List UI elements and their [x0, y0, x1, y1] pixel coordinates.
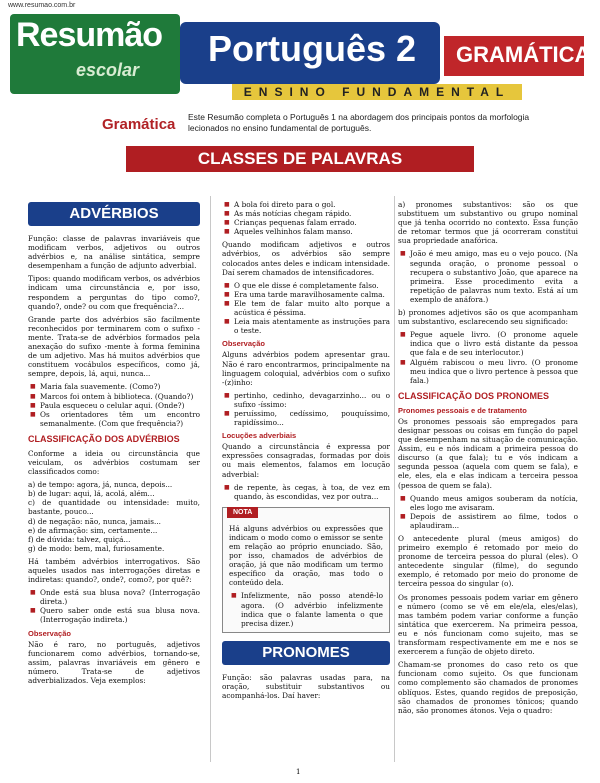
paragraph: Chamam-se pronomes do caso reto os que funcionam como sujeito. Os que funcionam como complemento são chamados de pronomes oblíquos. Estes, quando regidos de preposição, são chamados de pronomes tônicos; quando não, são pronomes átonos. Veja o quadro:: [398, 660, 578, 715]
paragraph: b) pronomes adjetivos são os que acompanham um substantivo, esclarecendo seu significado:: [398, 308, 578, 327]
intro-label: Gramática: [102, 116, 176, 133]
list-item: b) de lugar: aqui, lá, acolá, além...: [28, 489, 155, 499]
list-item: e) de afirmação: sim, certamente...: [28, 525, 158, 535]
subheading: CLASSIFICAÇÃO DOS ADVÉRBIOS: [28, 433, 180, 444]
example-list: [229, 591, 383, 627]
list-item: ■ peruíssimo, cedíssimo, pouquíssimo, rapidíssimo...: [234, 409, 390, 427]
list-item: ■ Leia mais atentamente as instruções para o teste.: [234, 317, 390, 335]
example-list: [28, 588, 200, 624]
resumao-logo: [10, 14, 180, 94]
example-list: [398, 330, 578, 385]
list-item: f) de dúvida: talvez, quiçá...: [28, 534, 131, 544]
list-item: ■ Maria fala suavemente. (Como?): [40, 382, 200, 391]
list-item: ■ Quando meus amigos souberam da notícia, eles logo me avisaram.: [410, 494, 578, 512]
example-list: [398, 494, 578, 530]
subheading-small: Pronomes pessoais e de tratamento: [398, 405, 527, 415]
site-url: www.resumao.com.br: [8, 2, 76, 9]
logo-main: Resumão: [16, 16, 163, 54]
column-1: [28, 200, 200, 689]
logo-sub: escolar: [76, 60, 140, 80]
list-item: ■ Aqueles velhinhos falam manso.: [234, 227, 390, 236]
paragraph: Tipos: quando modificam verbos, os advérbios indicam uma circunstância e, por isso, respondem a perguntas do tipo como?, quando?, onde? ou com que frequência?...: [28, 274, 200, 311]
list-item: ■ pertinho, cedinho, devagarzinho... ou o sufixo -íssimo:: [234, 391, 390, 409]
category-label: GRAMÁTICA: [456, 42, 591, 67]
paragraph: a) pronomes substantivos: são os que substituem um substantivo ou grupo nominal que já tenha ocorrido no contexto. Essa função de retomar termos que já ocorreram constitui sua propriedade anafórica.: [398, 200, 578, 246]
observation-label: Observação: [222, 339, 265, 349]
list-item: ■ Os orientadores têm um encontro semanalmente. (Com que frequência?): [40, 410, 200, 428]
column-divider: [210, 196, 211, 762]
list-item: ■ Onde está sua blusa nova? (Interrogação direta.): [40, 588, 200, 606]
list-item: ■ Depois de assistirem ao filme, todos o aplaudiram...: [410, 512, 578, 530]
list-item: a) de tempo: agora, já, nunca, depois...: [28, 480, 173, 490]
list-item: ■ Infelizmente, não posso atendê-lo agora. (O advérbio infelizmente indica que o falante lamenta o que precisa dizer.): [241, 591, 383, 627]
example-list: [28, 382, 200, 427]
main-section-title: CLASSES DE PALAVRAS: [126, 146, 474, 172]
example-list: [222, 200, 390, 236]
subheading: CLASSIFICAÇÃO DOS PRONOMES: [398, 390, 550, 401]
paragraph: Não é raro, no português, adjetivos funcionarem como advérbios, tornando-se, assim, palavras invariáveis em gênero e número. Trata-se de adjetivos adverbializados. Veja exemplos:: [28, 639, 200, 686]
note-tag: NOTA: [227, 507, 258, 518]
intro-text: Este Resumão completa o Português 1 na abordagem dos principais pontos da morfologia lecionados no ensino fundamental de português.: [188, 112, 530, 133]
paragraph: Função: são palavras usadas para, na oração, substituir substantivos ou acompanhá-los. Daí haver:: [222, 672, 390, 701]
title-banner: [180, 22, 440, 84]
paragraph: Grande parte dos advérbios são facilmente reconhecidos por terminarem com o sufixo -mente. Trata-se de advérbios formados pela anexação do sufixo -mente à forma feminina de um adjetivo. Mas há muitos advérbios que constituem vocábulos específicos, como já, sempre, depois, lá, aqui, nunca...: [28, 314, 200, 379]
section-pronomes: PRONOMES: [222, 641, 390, 665]
page-title: Português 2: [208, 28, 417, 69]
example-list: [222, 281, 390, 336]
example-list: [222, 483, 390, 501]
list-item: ■ As más notícias chegam rápido.: [234, 209, 390, 218]
column-2: [222, 200, 390, 704]
column-3: [398, 200, 578, 719]
paragraph: Função: classe de palavras invariáveis que modificam verbos, adjetivos ou outros advérbios e, na análise sintática, sempre desempenham a função de adjunto adverbial.: [28, 234, 200, 271]
list-item: ■ Paula esqueceu o celular aqui. (Onde?): [40, 401, 200, 410]
list-item: ■ Alguém rabiscou o meu livro. (O pronome meu indica que o livro pertence à pessoa que fala.): [410, 358, 578, 385]
example-list: [222, 391, 390, 427]
page-number: 1: [296, 768, 301, 776]
locucoes-label: Locuções adverbiais: [222, 431, 297, 441]
paragraph: Quando modificam adjetivos e outros advérbios, os advérbios são sempre colocados antes deles e indicam intensidade. Daí serem chamados de intensificadores.: [222, 240, 390, 277]
list-item: ■ João é meu amigo, mas eu o vejo pouco. (Na segunda oração, o pronome pessoal o recupera o substantivo João, que aparece na primeira. Esse procedimento evita a repetição de palavras num texto. Está aí um exemplo de anáfora.): [410, 249, 578, 304]
list-item: ■ Ele tem de falar muito alto porque a acústica é péssima.: [234, 299, 390, 317]
paragraph: Conforme a ideia ou circunstância que veiculam, os advérbios costumam ser classificados como:: [28, 448, 200, 477]
list-item: ■ A bola foi direto para o gol.: [234, 200, 390, 209]
list-item: ■ Quero saber onde está sua blusa nova. (Interrogação indireta.): [40, 606, 200, 624]
list-item: ■ Era uma tarde maravilhosamente calma.: [234, 290, 390, 299]
list-item: ■ Pegue aquele livro. (O pronome aquele indica que o livro está distante da pessoa que fala e de seu interlocutor.): [410, 330, 578, 357]
classes-list: [28, 480, 200, 553]
list-item: c) de quantidade ou intensidade: muito, bastante, pouco...: [28, 498, 200, 517]
section-adverbios: ADVÉRBIOS: [28, 202, 200, 226]
observation-label: Observação: [28, 628, 71, 638]
paragraph: O antecedente plural (meus amigos) do primeiro exemplo é retomado por meio do pronome de terceira pessoa do plural (eles). O antecedente singular (filme), do segundo exemplo, é retomado por meio do pronome de terceira pessoa do singular (o).: [398, 534, 578, 589]
category-banner: [444, 36, 591, 76]
paragraph: Há também advérbios interrogativos. São aqueles usados nas interrogações diretas e indiretas: quando?, onde?, como?, por quê?:: [28, 556, 200, 585]
level-strip: ENSINO FUNDAMENTAL: [232, 84, 522, 100]
list-item: ■ O que ele disse é completamente falso.: [234, 281, 390, 290]
list-item: g) de modo: bem, mal, furiosamente.: [28, 543, 165, 553]
paragraph: Há alguns advérbios ou expressões que indicam o modo como o emissor se sente em relação ao próprio enunciado. São, por isso, chamados de advérbios de oração, já que não modificam um termo específico da oração, mas todo o conteúdo dela.: [229, 523, 383, 588]
paragraph: Alguns advérbios podem apresentar grau. Não é raro encontrarmos, principalmente na linguagem coloquial, advérbios com o sufixo -(z)inho:: [222, 350, 390, 387]
list-item: ■ Crianças pequenas falam errado.: [234, 218, 390, 227]
list-item: ■ Marcos foi ontem à biblioteca. (Quando?): [40, 392, 200, 401]
note-box: [222, 507, 390, 633]
example-list: [398, 249, 578, 304]
list-item: ■ de repente, às cegas, à toa, de vez em quando, às escondidas, vez por outra...: [234, 483, 390, 501]
column-divider: [394, 196, 395, 762]
paragraph: Quando a circunstância é expressa por expressões consagradas, formadas por dois ou mais elementos, falamos em locução adverbial:: [222, 442, 390, 479]
list-item: d) de negação: não, nunca, jamais...: [28, 516, 161, 526]
paragraph: Os pronomes pessoais são empregados para designar pessoas ou coisas em função do papel que desempenham na situação de comunicação. Assim, eu e nós indicam a primeira pessoa do discurso (a que fala); tu e vós indicam a segunda pessoa (aquela com quem se fala), e ele, eles, ela e elas indicam a terceira pessoa (pessoa de quem se fala).: [398, 416, 578, 490]
paragraph: Os pronomes pessoais podem variar em gênero e número (como se vê em ele/ela, eles/elas), mas também podem variar conforme a função sintática que exercerem. Na primeira pessoa, eu e nós funcionam como sujeito, mas se transformam respectivamente em me e nos se exercerem a função de objeto direto.: [398, 592, 578, 657]
